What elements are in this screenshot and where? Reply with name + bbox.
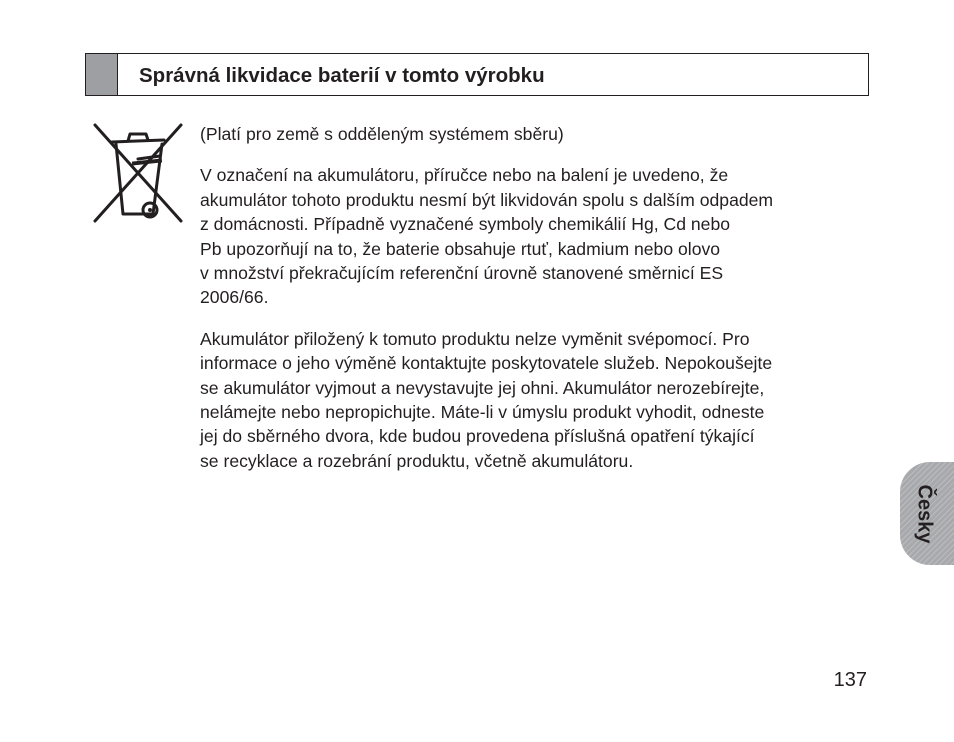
paragraph-line: Pb upozorňují na to, že baterie obsahuje rtuť, kadmium nebo olovo (200, 238, 721, 259)
paragraph-line: informace o jeho výměně kontaktujte poskytovatele služeb. Nepokoušejte (200, 353, 773, 374)
paragraph-line: jej do sběrného dvora, kde budou provedena příslušná opatření týkající (200, 426, 755, 447)
page-number: 137 (833, 669, 867, 691)
language-tab-label: Česky (913, 484, 936, 543)
battery-disposal-content (200, 122, 865, 473)
battery-removal-paragraph (200, 327, 865, 473)
paragraph-line: 2006/66. (200, 287, 269, 308)
heading-marker (86, 54, 118, 95)
collection-systems-note: (Platí pro země s odděleným systémem sběru) (200, 124, 564, 144)
paragraph-line: akumulátor tohoto produktu nesmí být likvidován spolu s dalším odpadem (200, 189, 774, 210)
section-heading-box (85, 53, 869, 96)
paragraph-line: se recyklace a rozebrání produktu, včetně akumulátoru. (200, 450, 634, 471)
section-title: Správná likvidace baterií v tomto výrobku (139, 64, 545, 87)
paragraph-line: nelámejte nebo nepropichujte. Máte-li v úmyslu produkt vyhodit, odneste (200, 402, 765, 423)
paragraph-line: z domácnosti. Případně vyznačené symboly chemikálií Hg, Cd nebo (200, 214, 731, 235)
paragraph-line: V označení na akumulátoru, příručce nebo na balení je uvedeno, že (200, 165, 729, 186)
paragraph-line: Akumulátor přiložený k tomuto produktu nelze vyměnit svépomocí. Pro (200, 328, 750, 349)
paragraph-line: se akumulátor vyjmout a nevystavujte jej ohni. Akumulátor nerozebírejte, (200, 377, 765, 398)
crossed-out-wheelie-bin-icon (92, 122, 184, 224)
language-tab (900, 462, 954, 565)
paragraph-line: v množství překračujícím referenční úrovně stanovené směrnicí ES (200, 263, 724, 284)
battery-marking-paragraph (200, 163, 865, 309)
